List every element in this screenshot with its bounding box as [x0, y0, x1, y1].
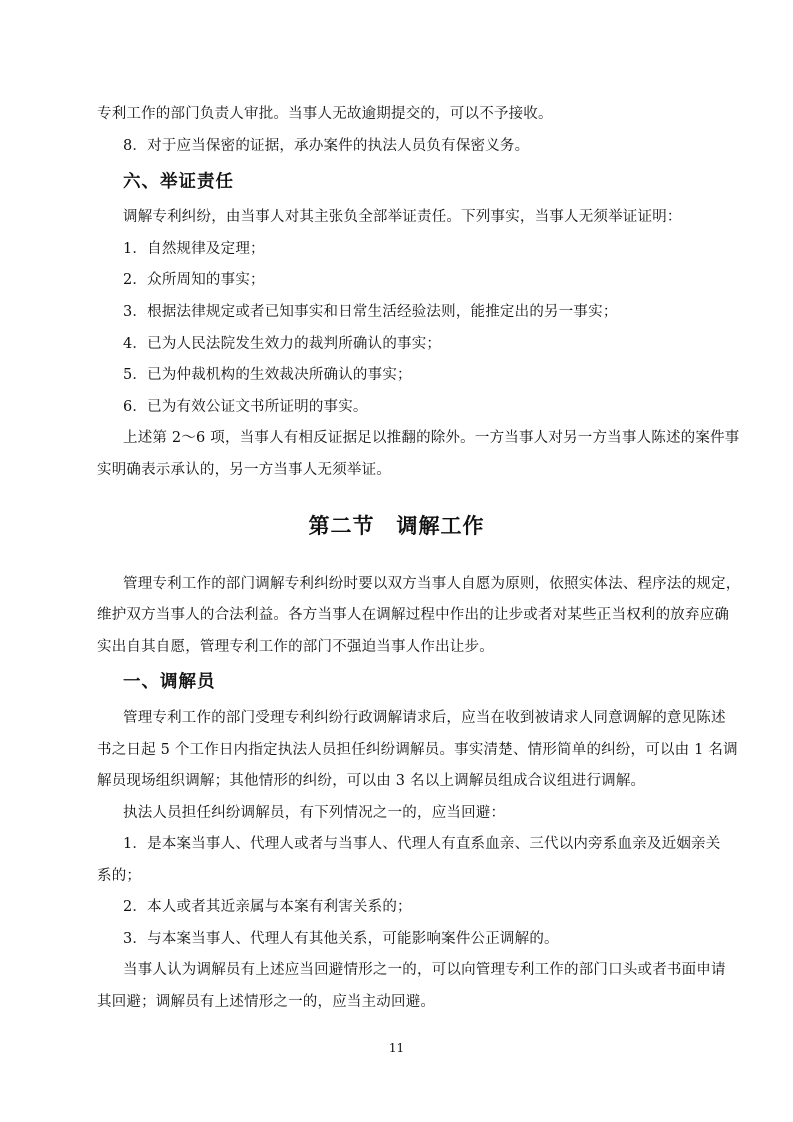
body-line: 书之日起 5 个工作日内指定执法人员担任纠纷调解员。事实清楚、情形简单的纠纷，可以由 1 名调	[97, 742, 738, 758]
body-line: 执法人员担任纠纷调解员，有下列情况之一的，应当回避：	[123, 805, 506, 821]
list-item: 1．是本案当事人、代理人或者与当事人、代理人有直系血亲、三代以内旁系血亲及近姻亲关	[123, 836, 721, 852]
list-item: 2．众所周知的事实；	[123, 272, 265, 288]
body-line: 其回避；调解员有上述情形之一的，应当主动回避。	[97, 994, 436, 1010]
body-line: 实明确表示承认的，另一方当事人无须举证。	[97, 462, 391, 478]
body-line: 调解专利纠纷，由当事人对其主张负全部举证责任。下列事实，当事人无须举证证明：	[123, 209, 682, 225]
body-line: 8．对于应当保密的证据，承办案件的执法人员负有保密义务。	[123, 138, 530, 154]
body-line: 上述第 2～6 项，当事人有相反证据足以推翻的除外。一方当事人对另一方当事人陈述的案件事	[123, 430, 740, 446]
heading-evidence-burden: 六、举证责任	[123, 172, 234, 192]
body-line: 管理专利工作的部门调解专利纠纷时要以双方当事人自愿为原则，依照实体法、程序法的规定，	[123, 576, 741, 592]
list-item: 2．本人或者其近亲属与本案有利害关系的；	[123, 899, 412, 915]
body-line: 专利工作的部门负责人审批。当事人无故逾期提交的，可以不予接收。	[97, 106, 553, 122]
list-item: 6．已为有效公证文书所证明的事实。	[123, 399, 368, 415]
body-line: 维护双方当事人的合法利益。各方当事人在调解过程中作出的让步或者对某些正当权利的放弃应确	[97, 607, 730, 623]
body-line: 管理专利工作的部门受理专利纠纷行政调解请求后，应当在收到被请求人同意调解的意见陈述	[123, 710, 726, 726]
list-item: 3．根据法律规定或者已知事实和日常生活经验法则，能推定出的另一事实；	[123, 304, 618, 320]
page-number: 11	[388, 1041, 405, 1055]
body-line: 当事人认为调解员有上述应当回避情形之一的，可以向管理专利工作的部门口头或者书面申请	[123, 962, 726, 978]
list-item: 1．自然规律及定理；	[123, 241, 265, 257]
list-item: 5．已为仲裁机构的生效裁决所确认的事实；	[123, 367, 412, 383]
body-line: 解员现场组织调解；其他情形的纠纷，可以由 3 名以上调解员组成合议组进行调解。	[97, 773, 646, 789]
list-item: 4．已为人民法院发生效力的裁判所确认的事实；	[123, 336, 442, 352]
heading-mediator: 一、调解员	[123, 672, 216, 692]
body-line: 实出自其自愿，管理专利工作的部门不强迫当事人作出让步。	[97, 639, 494, 655]
body-line: 系的；	[97, 868, 142, 884]
section-title: 第二节 调解工作	[308, 514, 485, 538]
list-item: 3．与本案当事人、代理人有其他关系，可能影响案件公正调解的。	[123, 931, 559, 947]
